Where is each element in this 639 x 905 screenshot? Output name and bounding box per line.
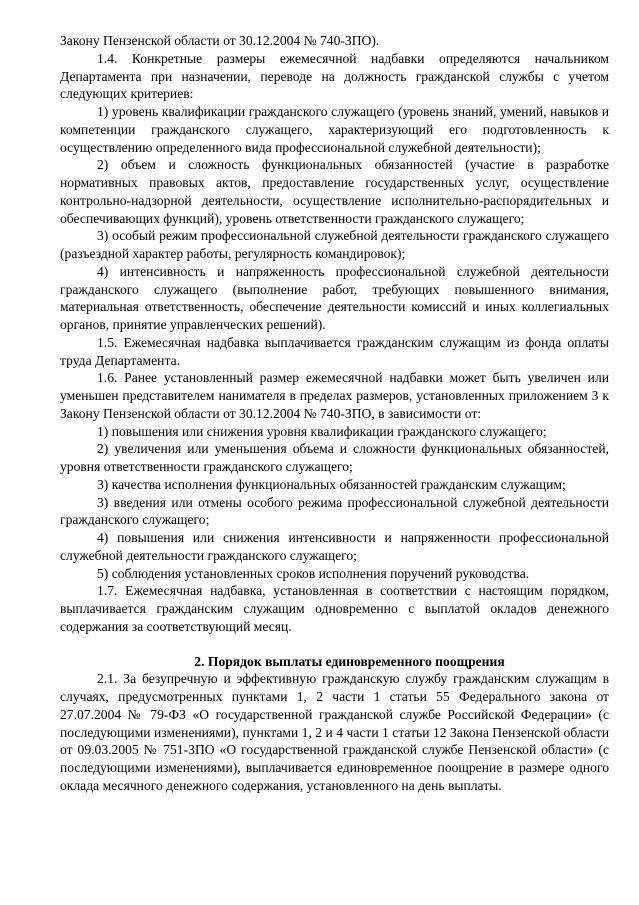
- paragraph-1-4-item-1: 1) уровень квалификации гражданского служащего (уровень знаний, умений, навыков и компетенции гражданского служащего, характеризующий его подготовленность к осуществлению определенного вида профессиональной служебной деятельности);: [60, 104, 609, 155]
- section-spacer: [60, 636, 609, 653]
- paragraph-1-6-item-3: 3) качества исполнения функциональных обязанностей гражданским служащим;: [97, 476, 566, 492]
- paragraph-1-7: 1.7. Ежемесячная надбавка, установленная в соответствии с настоящим порядком, выплачивается гражданским служащим одновременно с выплатой окладов денежного содержания за соответствующий месяц.: [60, 583, 609, 634]
- paragraph-1-6-item-5: 4) повышения или снижения интенсивности и напряженности профессиональной служебной деятельности гражданского служащего;: [60, 530, 609, 563]
- paragraph-1-4-item-2: 2) объем и сложность функциональных обязанностей (участие в разработке нормативных правовых актов, предоставление государственных услуг, осуществление контрольно-надзорной деятельности, осуществление исполнительно-распорядительных и обеспечивающих функций), уровень ответственности гражданского служащего;: [60, 157, 609, 226]
- document-page: [60, 32, 609, 795]
- paragraph-1-6-item-2: 2) увеличения или уменьшения объема и сложности функциональных обязанностей, уровня ответственности гражданского служащего;: [60, 441, 609, 474]
- paragraph-1-4-item-3: 3) особый режим профессиональной служебной деятельности гражданского служащего (разъездной характер работы, регулярность командировок);: [60, 228, 609, 261]
- paragraph-1-6-item-1: 1) повышения или снижения уровня квалификации гражданского служащего;: [97, 423, 547, 439]
- paragraph-1-4: 1.4. Конкретные размеры ежемесячной надбавки определяются начальником Департамента при назначении, переводе на должность гражданской службы с учетом следующих критериев:: [60, 50, 609, 102]
- paragraph-1-6: 1.6. Ранее установленный размер ежемесячной надбавки может быть увеличен или уменьшен представителем нанимателя в пределах размеров, установленных приложением 3 к Закону Пензенской области от 30.12.2004 № 740-ЗПО, в зависимости от:: [60, 370, 609, 421]
- paragraph-1-4-item-4: 4) интенсивность и напряженность профессиональной служебной деятельности гражданского служащего (выполнение работ, требующих повышенного внимания, материальная ответственность, обеспечение деятельности комиссий и иных коллегиальных органов, принятие управленческих решений).: [60, 263, 609, 332]
- paragraph-1-6-item-6: 5) соблюдения установленных сроков исполнения поручений руководства.: [97, 565, 530, 581]
- paragraph-1-6-item-4: 3) введения или отмены особого режима профессиональной служебной деятельности гражданского служащего;: [60, 494, 609, 528]
- paragraph-continuation: Закону Пензенской области от 30.12.2004 № 740-ЗПО).: [60, 33, 380, 48]
- paragraph-2-1: 2.1. За безупречную и эффективную гражданскую службу гражданским служащим в случаях, предусмотренных пунктами 1, 2 части 1 статьи 55 Федерального закона от 27.07.2004 № 79-ФЗ «О государственной гражданской службе Российской Федерации» (с последующими изменениями), пунктами 1, 2 и 4 части 1 статьи 12 Закона Пензенской области от 09.03.2005 № 751-ЗПО «О государственной гражданской службе Пензенской области» (с последующими изменениями), выплачивается единовременное поощрение в размере одного оклада месячного денежного содержания, установленного на день выплаты.: [60, 671, 609, 793]
- section-heading-2: 2. Порядок выплаты единовременного поощрения: [194, 653, 505, 669]
- paragraph-1-5: 1.5. Ежемесячная надбавка выплачивается гражданским служащим из фонда оплаты труда Департамента.: [60, 334, 609, 368]
